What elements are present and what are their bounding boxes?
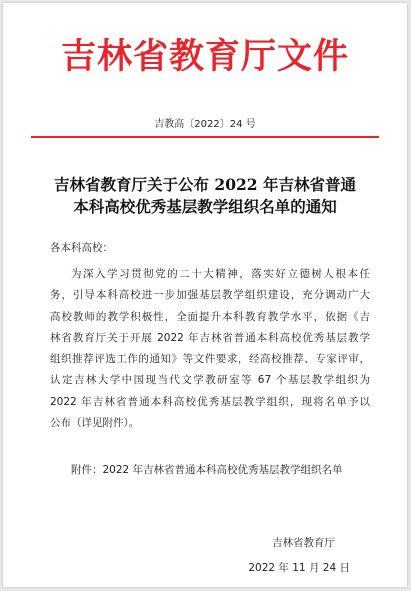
body-line: 为深入学习贯彻党的二十大精神，落实好立德树人根本任: [71, 268, 370, 280]
document-page: [3, 3, 407, 587]
title-line-2: 本科高校优秀基层教学组织名单的通知: [73, 197, 337, 216]
body-line: 组织推荐评选工作的通知》等文件要求，经高校推荐、专家评审，: [50, 353, 370, 366]
attachment-note: 附件：2022 年吉林省普通本科高校优秀基层教学组织名单: [71, 464, 343, 476]
red-header-title: 吉林省教育厅文件: [60, 36, 349, 77]
body-line: 2022 年吉林省普通本科高校优秀基层教学组织，现将名单予以: [50, 395, 370, 408]
document-number: 吉教高〔2022〕24 号: [154, 119, 256, 130]
body-paragraph: [50, 264, 370, 434]
red-divider-line: [31, 136, 379, 138]
signature-date: 2022 年 11 月 24 日: [248, 562, 350, 574]
addressee: 各本科高校：: [50, 242, 113, 254]
body-line: 务，引导本科高校进一步加强基层教学组织建设，充分调动广大: [50, 289, 370, 302]
body-line: 公布（详见附件）。: [50, 417, 140, 430]
document-title: [23, 174, 387, 218]
title-line-1: 吉林省教育厅关于公布 2022 年吉林省普通: [54, 175, 356, 194]
signature-issuer: 吉林省教育厅: [272, 537, 335, 549]
body-line: 高校教师的教学积极性，全面提升本科教育教学水平，依据《吉: [50, 310, 370, 323]
body-line: 林省教育厅关于开展 2022 年吉林省普通本科高校优秀基层教学: [50, 331, 370, 344]
body-line: 认定吉林大学中国现当代文学教研室等 67 个基层教学组织为: [50, 374, 370, 387]
